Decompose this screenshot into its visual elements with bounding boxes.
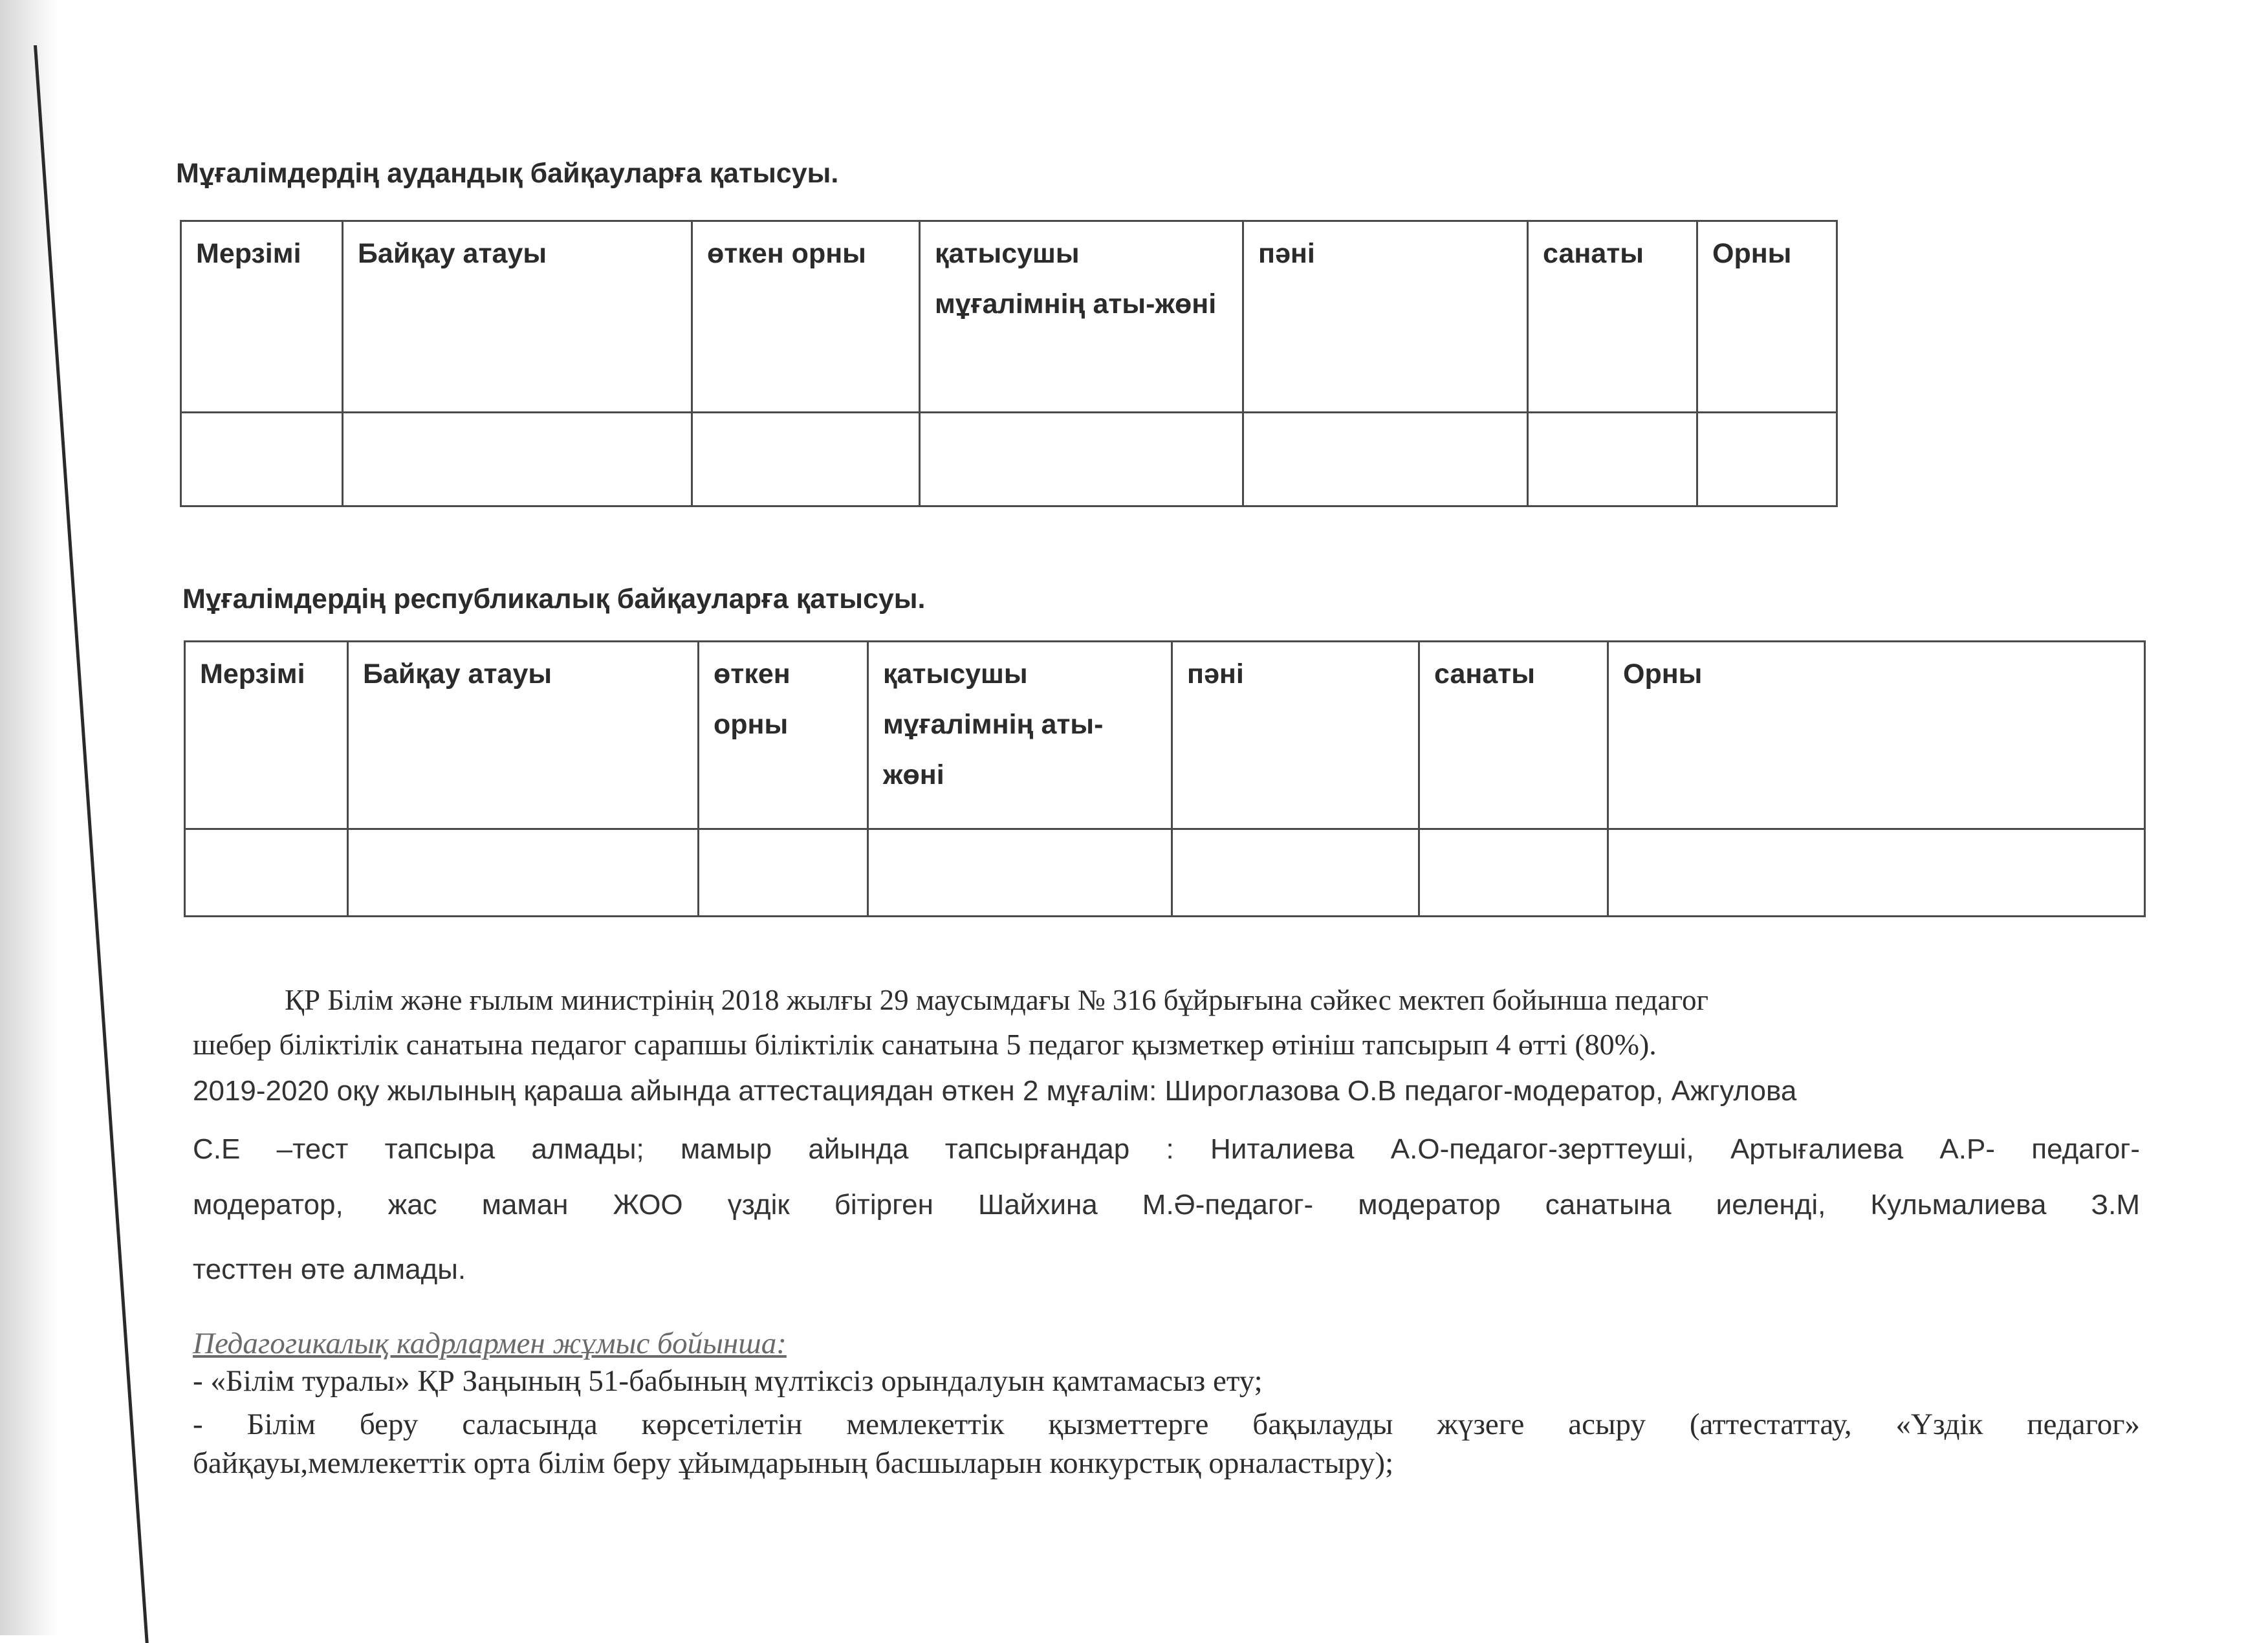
attestation-paragraph-line-1: ҚР Білім және ғылым министрінің 2018 жылғы 29 маусымдағы № 316 бұйрығына сәйкес мектеп бойынша педагог bbox=[285, 984, 1708, 1016]
table-cell bbox=[1608, 829, 2145, 917]
column-header-contest-name: Байқау атауы bbox=[348, 642, 699, 829]
attestation-paragraph-line-6: тесттен өте алмады. bbox=[193, 1254, 466, 1285]
table-cell bbox=[1528, 413, 1697, 506]
table-cell bbox=[343, 413, 692, 506]
district-contests-table bbox=[180, 220, 1838, 507]
column-header-place: Орны bbox=[1608, 642, 2145, 829]
table-cell bbox=[348, 829, 699, 917]
table-row bbox=[181, 413, 1837, 506]
republic-contests-table bbox=[184, 640, 2146, 917]
column-header-category: санаты bbox=[1419, 642, 1608, 829]
staff-work-item-2-line-1: - Білім беру саласында көрсетілетін мемлекеттік қызметтерге бақылауды жүзеге асыру (аттестаттау, «Үздік педагог» bbox=[193, 1408, 2140, 1441]
column-header-place: Орны bbox=[1697, 221, 1837, 413]
staff-work-item-2-line-2: байқауы,мемлекеттік орта білім беру ұйымдарының басшыларын конкурстық орналастыру); bbox=[193, 1446, 1394, 1480]
table-cell bbox=[920, 413, 1243, 506]
table-header-row bbox=[185, 642, 2145, 829]
table-header-row bbox=[181, 221, 1837, 413]
attestation-paragraph-line-5: модератор, жас маман ЖОО үздік бітірген Шайхина М.Ә-педагог- модератор санатына иеленді, Кульмалиева З.М bbox=[193, 1189, 2140, 1221]
table-cell bbox=[699, 829, 868, 917]
attestation-paragraph-line-3: 2019-2020 оқу жылының қараша айында аттестациядан өткен 2 мұғалім: Широглазова О.В педагог-модератор, Ажгулова bbox=[193, 1075, 1797, 1107]
table-row bbox=[185, 829, 2145, 917]
attestation-paragraph-line-2: шебер біліктілік санатына педагог сарапшы біліктілік санатына 5 педагог қызметкер өтініш тапсырып 4 өтті (80%). bbox=[193, 1028, 1657, 1061]
table-cell bbox=[1419, 829, 1608, 917]
table-cell bbox=[181, 413, 343, 506]
staff-work-heading: Педагогикалық кадрлармен жұмыс бойынша: bbox=[193, 1327, 787, 1360]
district-contests-heading: Мұғалімдердің аудандық байқауларға қатысуы. bbox=[176, 158, 839, 189]
attestation-paragraph-line-4: С.Е –тест тапсыра алмады; мамыр айында тапсырғандар : Ниталиева А.О-педагог-зерттеуші, Артығалиева А.Р- педагог- bbox=[193, 1133, 2140, 1165]
table-cell bbox=[868, 829, 1172, 917]
republic-contests-heading: Мұғалімдердің республикалық байқауларға қатысуы. bbox=[182, 583, 926, 615]
staff-work-item-1: - «Білім туралы» ҚР Заңының 51-бабының мүлтіксіз орындалуын қамтамасыз ету; bbox=[193, 1364, 1263, 1398]
column-header-venue: өткен орны bbox=[699, 642, 868, 829]
column-header-venue: өткен орны bbox=[692, 221, 920, 413]
column-header-subject: пәні bbox=[1172, 642, 1419, 829]
column-header-subject: пәні bbox=[1243, 221, 1528, 413]
column-header-teacher-name: қатысушы мұғалімнің аты-жөні bbox=[920, 221, 1243, 413]
table-cell bbox=[1172, 829, 1419, 917]
column-header-date: Мерзімі bbox=[185, 642, 348, 829]
column-header-teacher-name: қатысушы мұғалімнің аты-жөні bbox=[868, 642, 1172, 829]
table-cell bbox=[692, 413, 920, 506]
column-header-date: Мерзімі bbox=[181, 221, 343, 413]
column-header-contest-name: Байқау атауы bbox=[343, 221, 692, 413]
column-header-category: санаты bbox=[1528, 221, 1697, 413]
table-cell bbox=[1697, 413, 1837, 506]
table-cell bbox=[185, 829, 348, 917]
table-cell bbox=[1243, 413, 1528, 506]
